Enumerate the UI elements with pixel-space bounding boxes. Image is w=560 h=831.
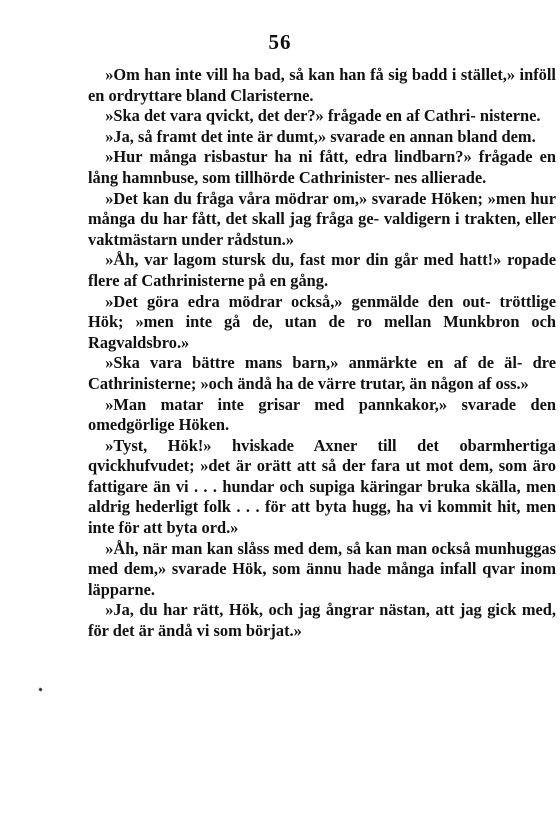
paragraph [88,353,556,394]
text-line: munhuggas med dem,» svarade Hök, som ännu hade [88,538,556,579]
text-line: »Åh, var lagom stursk du, fast mor din går med [105,250,460,270]
text-line: »Ska vara bättre mans barn,» anmärkte en af de äl- [105,353,523,373]
text-line: »Ja, du har rätt, Hök, och jag ångrar nästan, att [105,600,460,620]
text-line: »Tyst, Hök!» hviskade Axner till det obarmhertiga [105,435,556,455]
paragraph [88,600,556,641]
paragraph [88,189,556,251]
text-line: »Man matar inte grisar med pannkakor,» svarade den [105,394,556,414]
text-line: hatt!» ropade flere af Cathrinisterne på en gång. [88,250,557,290]
text-line: dre Cathrinisterne; »och ändå ha de värre trutar, än [88,353,556,393]
text-line: jag gick med, för det är ändå vi som börjat.» [88,600,556,641]
text-line: många infall qvar inom läpparne. [88,559,556,599]
text-line: nisterne. [479,106,541,126]
text-line: bruka skälla, men aldrig hederligt folk . . . för att byta [88,476,557,517]
text-line: omedgörlige Höken. [88,415,230,435]
text-line: qvickhufvudet; »det är orätt att så der fara ut mot dem, [88,456,499,476]
paragraph [88,65,556,106]
text-line: »men hur många du har fått, det skall jag fråga ge- [88,188,557,229]
text-line: Munkbron och Ragvaldsbro.» [88,312,556,352]
paragraph [88,436,556,539]
text-line: »Hur många risbastur ha ni fått, edra lindbarn?» [105,147,479,167]
text-line: som äro fattigare än vi . . . hundar och supiga käringar [88,456,556,496]
text-line: tröttlige Hök; »men inte gå de, utan de ro mellan [88,291,556,332]
text-line: i stället,» inföll en ordryttare bland Claristerne. [88,65,556,105]
paragraph [88,292,556,354]
text-line: någon af oss.» [430,373,529,393]
text-line: »Om han inte vill ha bad, så kan han få sig badd [105,65,452,84]
paragraph [88,395,556,436]
paragraph [88,127,556,148]
paragraph [88,539,556,601]
text-line: nes allierade. [394,167,487,187]
page-number: 56 [268,30,292,54]
text-line: hugg, ha vi kommit hit, men inte för att byta ord.» [88,497,556,538]
text-line: bland dem. [457,126,536,146]
text-line: »Det kan du fråga våra mödrar om,» svarade Höken; [105,188,488,208]
margin-speck [38,687,42,691]
text-line: »Åh, när man kan slåss med dem, så kan man också [105,538,475,558]
text-line: »Ja, så framt det inte är dumt,» svarade en annan [105,126,458,146]
text-line: valdigern i trakten, eller vaktmästarn under rådstun.» [88,209,556,249]
paragraph [88,106,556,127]
paragraph [88,147,556,188]
text-line: frågade en lång hamnbuse, som tillhörde Cathrinister- [88,147,556,187]
body-text [88,65,556,642]
text-line: »Ska det vara qvickt, det der?» frågade en af Cathri- [105,106,476,126]
text-line: »Det göra edra mödrar också,» genmälde den out- [105,291,491,311]
paragraph [88,250,556,291]
